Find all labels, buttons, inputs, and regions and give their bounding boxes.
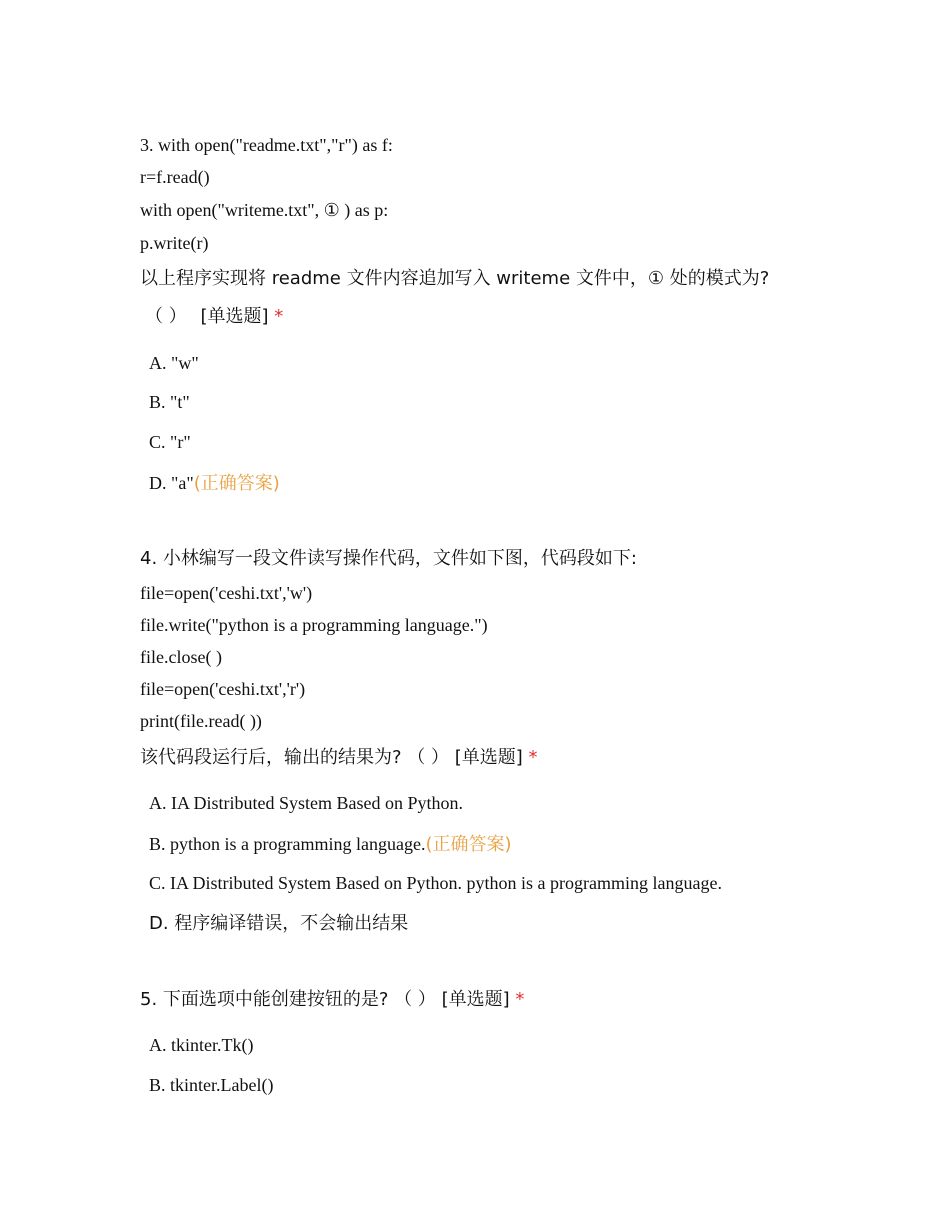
correct-answer-label: (正确答案) [425, 834, 512, 855]
q4-stem [140, 747, 538, 769]
required-marker: * [274, 306, 284, 327]
q4-code-line: file=open('ceshi.txt','w') [140, 583, 313, 603]
required-marker: * [515, 989, 525, 1010]
q3-code-line: r=f.read() [140, 167, 210, 187]
q4-option-b[interactable] [149, 833, 512, 856]
q4-option-a[interactable]: A. IA Distributed System Based on Python. [149, 793, 463, 813]
q5-option-b[interactable]: B. tkinter.Label() [149, 1075, 274, 1095]
correct-answer-label: (正确答案) [193, 473, 280, 494]
q4-code-line: print(file.read( )) [140, 711, 262, 731]
q3-blank: （ ） [145, 306, 187, 327]
q3-code-line: p.write(r) [140, 233, 209, 253]
q4-code-line: file.close( ) [140, 647, 222, 667]
q4-option-d[interactable]: D. 程序编译错误，不会输出结果 [149, 913, 409, 934]
q3-option-a[interactable]: A. "w" [149, 353, 199, 373]
q3-stem: 以上程序实现将 readme 文件内容追加写入 writeme 文件中，① 处的模式为? [140, 268, 770, 289]
q3-option-d-text: D. "a" [149, 473, 194, 493]
q5-option-a[interactable]: A. tkinter.Tk() [149, 1035, 254, 1055]
q3-type: [单选题] [200, 306, 269, 327]
q4-option-c[interactable]: C. IA Distributed System Based on Python. python is a programming language. [149, 873, 722, 893]
q4-code-line: file.write("python is a programming language.") [140, 615, 488, 635]
q3-option-b[interactable]: B. "t" [149, 392, 190, 412]
q3-stem-tail [145, 306, 283, 328]
q4-stem-text: 该代码段运行后，输出的结果为? （ ） [单选题] [140, 747, 523, 768]
q3-option-c[interactable]: C. "r" [149, 432, 191, 452]
q3-option-d[interactable] [149, 472, 280, 495]
q3-code-line: 3. with open("readme.txt","r") as f: [140, 135, 393, 155]
q4-title: 4. 小林编写一段文件读写操作代码，文件如下图，代码段如下: [140, 548, 637, 569]
q4-option-b-text: B. python is a programming language. [149, 834, 426, 854]
required-marker: * [528, 747, 538, 768]
q4-code-line: file=open('ceshi.txt','r') [140, 679, 306, 699]
q5-stem [140, 989, 524, 1011]
q3-code-line: with open("writeme.txt", ① ) as p: [140, 200, 389, 220]
q5-stem-text: 5. 下面选项中能创建按钮的是? （ ） [单选题] [140, 989, 510, 1010]
